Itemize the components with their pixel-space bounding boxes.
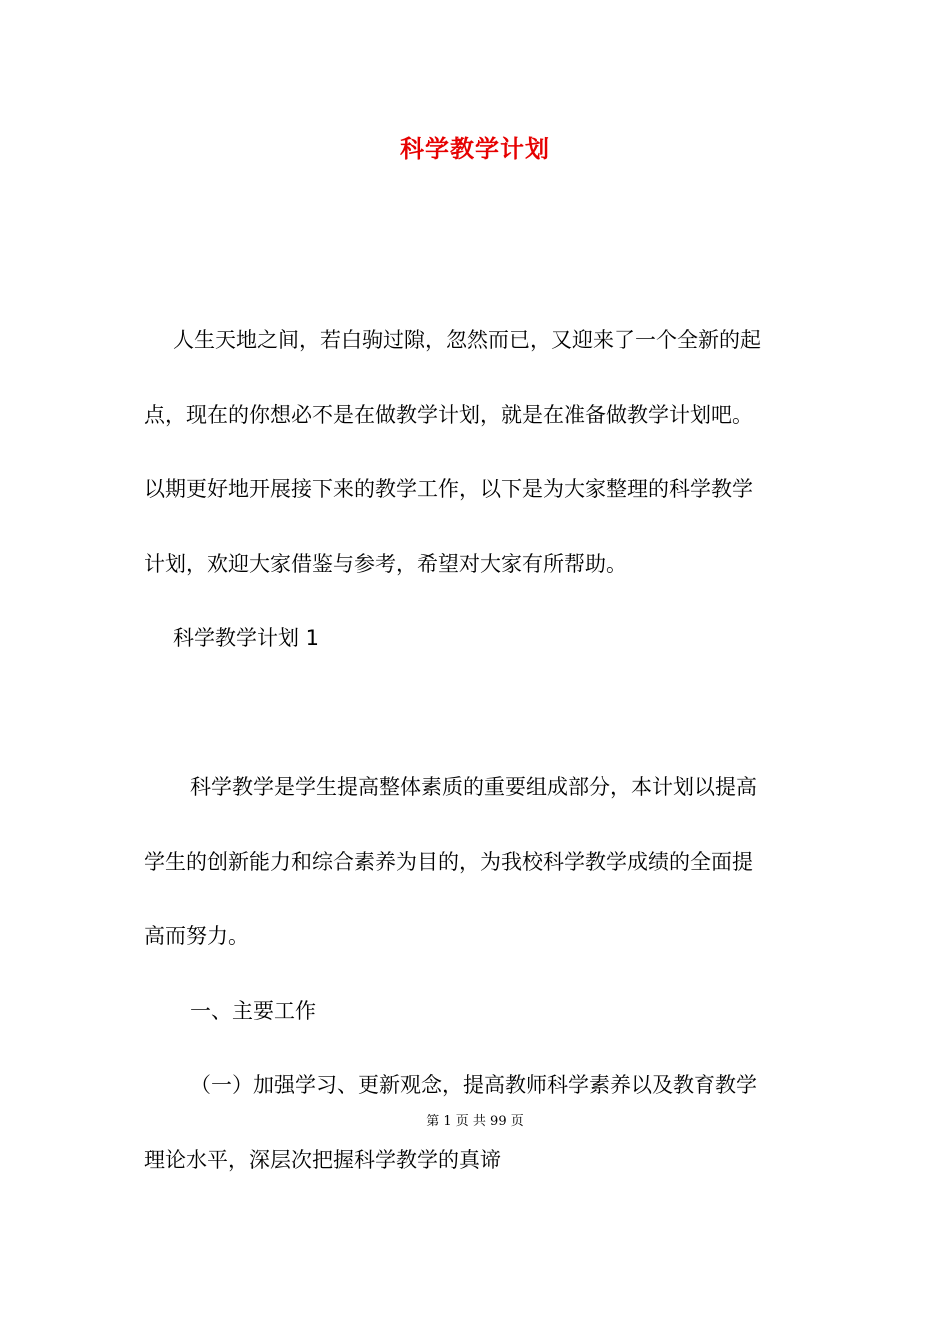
paragraph-line: 高而努力。 <box>144 924 249 948</box>
paragraph-line: 以期更好地开展接下来的教学工作，以下是为大家整理的科学教学 <box>144 477 753 501</box>
section-heading: 一、主要工作 <box>190 999 316 1023</box>
paragraph-line: 点，现在的你想必不是在做教学计划，就是在准备做教学计划吧。 <box>144 403 753 427</box>
section-heading: 科学教学计划 1 <box>173 626 320 650</box>
paragraph-line: （一）加强学习、更新观念，提高教师科学素养以及教育教学 <box>190 1073 757 1097</box>
paragraph-line: 学生的创新能力和综合素养为目的，为我校科学教学成绩的全面提 <box>144 850 753 874</box>
page-footer: 第 1 页 共 99 页 <box>426 1114 524 1129</box>
paragraph-line: 理论水平，深层次把握科学教学的真谛 <box>144 1148 501 1172</box>
paragraph-line: 计划，欢迎大家借鉴与参考，希望对大家有所帮助。 <box>144 552 627 576</box>
paragraph-line: 科学教学是学生提高整体素质的重要组成部分，本计划以提高 <box>190 775 757 799</box>
paragraph-line: 人生天地之间，若白驹过隙，忽然而已，又迎来了一个全新的起 <box>173 328 761 352</box>
document-title: 科学教学计划 <box>400 135 550 163</box>
